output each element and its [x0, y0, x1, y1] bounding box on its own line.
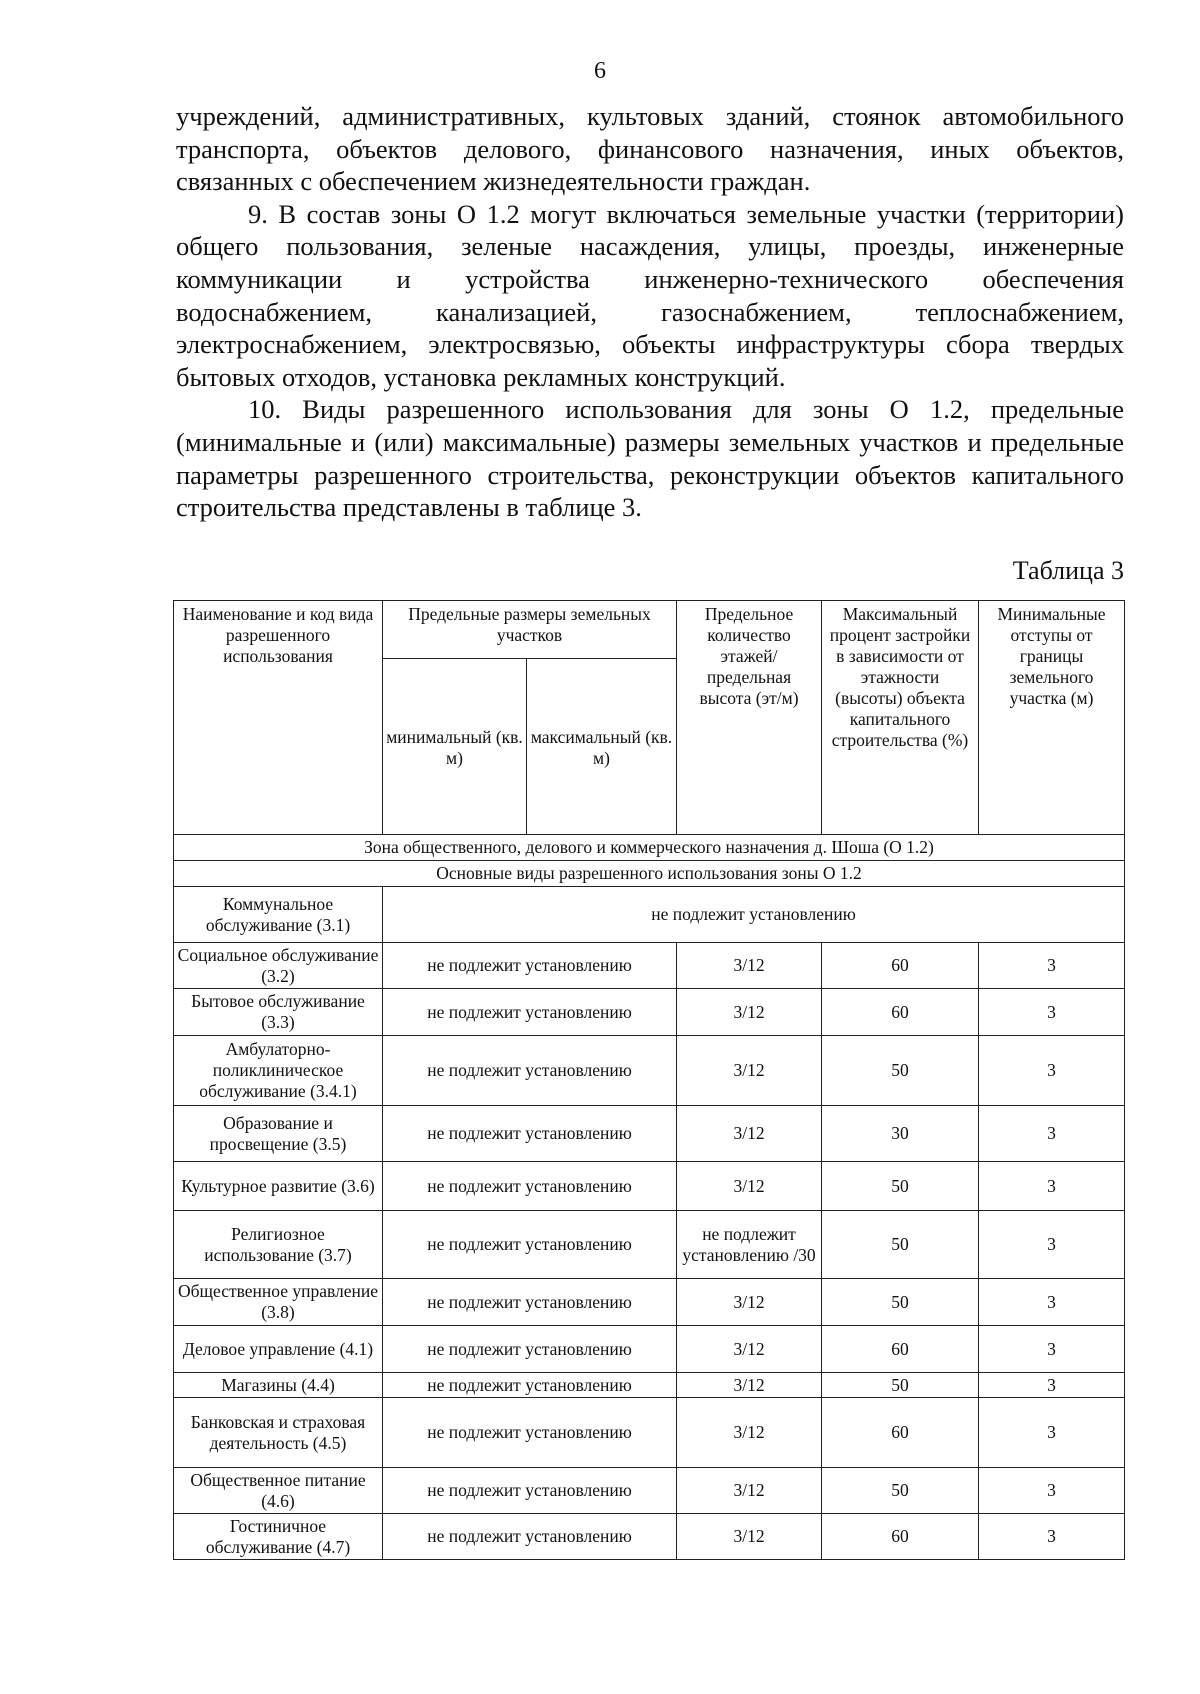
row-setback: 3: [979, 1162, 1125, 1211]
table-row: [174, 1036, 1125, 1106]
row-floors: 3/12: [677, 1326, 822, 1373]
row-coverage: 60: [822, 1514, 979, 1560]
header-name: Наименование и код вида разрешенного использования: [174, 601, 383, 835]
row-name: Общественное питание (4.6): [174, 1468, 383, 1514]
row-floors: 3/12: [677, 1036, 822, 1106]
row-floors: 3/12: [677, 1162, 822, 1211]
row-coverage: 50: [822, 1373, 979, 1398]
row-plot-size: не подлежит установлению: [383, 1326, 677, 1373]
header-plot-sizes: Предельные размеры земельных участков: [383, 601, 677, 659]
row-coverage: 60: [822, 943, 979, 989]
row-setback: 3: [979, 1468, 1125, 1514]
row-setback: 3: [979, 1279, 1125, 1326]
row-coverage: 60: [822, 1326, 979, 1373]
row-floors: 3/12: [677, 1106, 822, 1162]
row-setback: 3: [979, 1373, 1125, 1398]
row-name: Банковская и страховая деятельность (4.5): [174, 1398, 383, 1468]
row-floors: 3/12: [677, 1514, 822, 1560]
page-number: 6: [594, 58, 606, 84]
paragraph-9: 9. В состав зоны О 1.2 могут включаться земельные участки (территории) общего пользования, зеленые насаждения, улицы, проезды, инженерные коммуникации и устройства инженерно-технического обеспечения водоснабжением, канализацией, газоснабжением, теплоснабжением, электроснабжением, электросвязью, объекты инфраструктуры сбора твердых бытовых отходов, установка рекламных конструкций.: [176, 198, 1124, 392]
row-coverage: 50: [822, 1162, 979, 1211]
row-name: Бытовое обслуживание (3.3): [174, 989, 383, 1036]
header-floors: Предельное количество этажей/ предельная высота (эт/м): [677, 601, 822, 835]
row-coverage: 50: [822, 1211, 979, 1279]
row-name: Социальное обслуживание (3.2): [174, 943, 383, 989]
table-row: [174, 1162, 1125, 1211]
header-setback: Минимальные отступы от границы земельного участка (м): [979, 601, 1125, 835]
paragraph-10: 10. Виды разрешенного использования для зоны О 1.2, предельные (минимальные и (или) максимальные) размеры земельных участков и предельные параметры разрешенного строительства, реконструкции объектов капитального строительства представлены в таблице 3.: [176, 394, 1124, 523]
table-row: [174, 1514, 1125, 1560]
row-plot-size: не подлежит установлению: [383, 1398, 677, 1468]
row-plot-size: не подлежит установлению: [383, 1162, 677, 1211]
row-setback: 3: [979, 1326, 1125, 1373]
row-setback: 3: [979, 1211, 1125, 1279]
row-coverage: 50: [822, 1279, 979, 1326]
row-name: Магазины (4.4): [174, 1373, 383, 1398]
row-plot-size: не подлежит установлению: [383, 1106, 677, 1162]
row-floors: 3/12: [677, 1398, 822, 1468]
row-setback: 3: [979, 989, 1125, 1036]
row-plot-size: не подлежит установлению: [383, 1279, 677, 1326]
table-row: [174, 1373, 1125, 1398]
row-coverage: 60: [822, 989, 979, 1036]
row-plot-size: не подлежит установлению: [383, 1373, 677, 1398]
body-text: [176, 100, 1124, 524]
table-row: [174, 1468, 1125, 1514]
table-label: Таблица 3: [1012, 556, 1124, 585]
row-plot-size: не подлежит установлению: [383, 989, 677, 1036]
table-row: [174, 1279, 1125, 1326]
header-max: максимальный (кв. м): [527, 659, 677, 835]
row-floors: 3/12: [677, 1373, 822, 1398]
row-plot-size: не подлежит установлению: [383, 1211, 677, 1279]
row-setback: 3: [979, 1514, 1125, 1560]
row-setback: 3: [979, 1106, 1125, 1162]
row-floors: не подлежит установлению /30: [677, 1211, 822, 1279]
row-name: Религиозное использование (3.7): [174, 1211, 383, 1279]
row-floors: 3/12: [677, 1468, 822, 1514]
table-row: [174, 1398, 1125, 1468]
row-setback: 3: [979, 1398, 1125, 1468]
row-floors: 3/12: [677, 989, 822, 1036]
table-row: [174, 1106, 1125, 1162]
table-row: [174, 989, 1125, 1036]
table-row: [174, 1211, 1125, 1279]
section-title-row: Основные виды разрешенного использования зоны О 1.2: [174, 861, 1125, 887]
row-coverage: 50: [822, 1468, 979, 1514]
paragraph-continuation: учреждений, административных, культовых зданий, стоянок автомобильного транспорта, объектов делового, финансового назначения, иных объектов, связанных с обеспечением жизнедеятельности граждан.: [176, 101, 1124, 197]
row-plot-size: не подлежит установлению: [383, 1468, 677, 1514]
row-coverage: 30: [822, 1106, 979, 1162]
row-floors: 3/12: [677, 943, 822, 989]
row-plot-size: не подлежит установлению: [383, 1036, 677, 1106]
row-name: Общественное управление (3.8): [174, 1279, 383, 1326]
row-name: Гостиничное обслуживание (4.7): [174, 1514, 383, 1560]
row-merged-value: не подлежит установлению: [383, 887, 1125, 943]
row-plot-size: не подлежит установлению: [383, 943, 677, 989]
row-coverage: 50: [822, 1036, 979, 1106]
header-min: минимальный (кв. м): [383, 659, 527, 835]
header-coverage: Максимальный процент застройки в зависимости от этажности (высоты) объекта капитального строительства (%): [822, 601, 979, 835]
row-name: Культурное развитие (3.6): [174, 1162, 383, 1211]
row-name: Образование и просвещение (3.5): [174, 1106, 383, 1162]
row-floors: 3/12: [677, 1279, 822, 1326]
table-row: [174, 1326, 1125, 1373]
row-coverage: 60: [822, 1398, 979, 1468]
row-setback: 3: [979, 1036, 1125, 1106]
zone-parameters-table: [173, 600, 1125, 1560]
table-row: [174, 887, 1125, 943]
row-name: Коммунальное обслуживание (3.1): [174, 887, 383, 943]
row-name: Амбулаторно-поликлиническое обслуживание (3.4.1): [174, 1036, 383, 1106]
table-row: [174, 943, 1125, 989]
zone-title-row: Зона общественного, делового и коммерческого назначения д. Шоша (О 1.2): [174, 835, 1125, 861]
row-name: Деловое управление (4.1): [174, 1326, 383, 1373]
row-plot-size: не подлежит установлению: [383, 1514, 677, 1560]
row-setback: 3: [979, 943, 1125, 989]
